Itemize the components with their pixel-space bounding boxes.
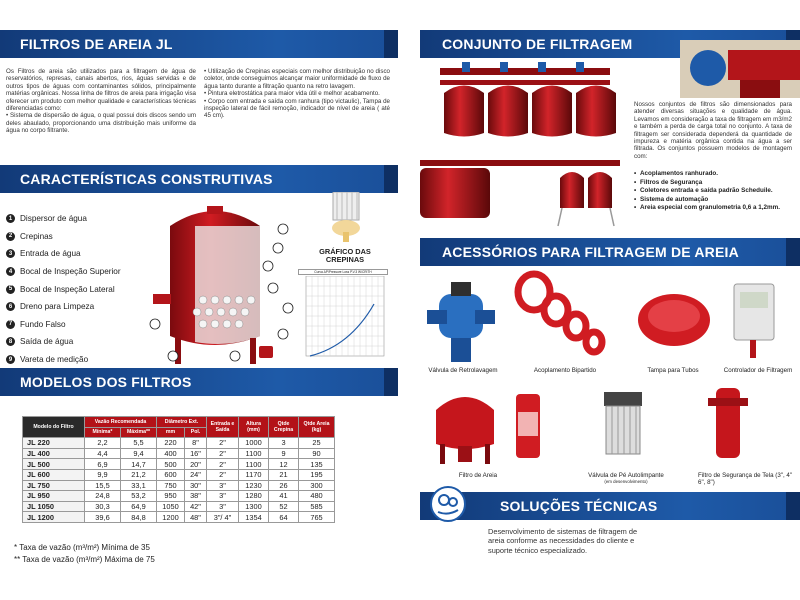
header-max: Máxima** [121,427,157,438]
list-item [6,333,136,351]
cell-sand: 585 [299,501,335,512]
cell-height: 1100 [239,459,269,470]
cell-mm: 1200 [157,512,185,523]
filter-photo [680,40,800,98]
cell-qty: 21 [269,469,299,480]
header-diameter: Diâmetro Ext. [157,417,207,428]
part-number: 5 [6,285,15,294]
set-description: Nossos conjuntos de filtros são dimensionados para atender diversas situações e qualidade de água. Levamos em consideração a taxa de filtragem em m3/m2 e também a perda de carga total no conjunto. A taxa de filtragem ser considerada dependerá da quantidade de impureza e matéria orgânica contida na água a ser filtrada. Os conjuntos possuem modelos de montagem com: [634,101,792,160]
list-item [6,263,136,281]
models-table [22,416,335,523]
part-number: 2 [6,232,15,241]
cell-qty: 52 [269,501,299,512]
cell-qty: 26 [269,480,299,491]
cell-min: 4,4 [85,448,121,459]
part-number: 9 [6,355,15,364]
cell-max: 14,7 [121,459,157,470]
part-number: 1 [6,214,15,223]
part-number: 3 [6,249,15,258]
part-number: 7 [6,320,15,329]
header-model: Modelo do Filtro [23,417,85,438]
crepina-illustration [315,192,377,242]
table-row [23,448,335,459]
cell-qty: 41 [269,491,299,502]
list-item [6,351,136,369]
part-label: Crepinas [20,231,53,241]
cell-height: 1300 [239,501,269,512]
cell-mm: 220 [157,438,185,449]
cell-io: 3"/ 4" [207,512,239,523]
list-item: • Areia especial com granulometria 0,6 a 1,2mm. [634,204,794,213]
solutions-description: Desenvolvimento de sistemas de filtragem de areia conforme as necessidades do cliente e suporte técnico especializado. [488,527,638,555]
note-max: ** Taxa de vazão (m³/m²) Máxima de 75 [14,555,155,564]
filter-cutaway-illustration [135,196,295,366]
section-title-text: CONJUNTO DE FILTRAGEM [442,36,633,52]
cell-io: 2" [207,459,239,470]
section-title-text: FILTROS DE AREIA JL [20,36,173,52]
section-title-models [0,368,398,396]
cell-qty: 3 [269,438,299,449]
cell-io: 2" [207,438,239,449]
cell-pol: 30" [185,480,207,491]
part-number: 6 [6,302,15,311]
header-qty: Qtde Crepina [269,417,299,438]
mesh-filter-image [708,384,748,464]
header-height: Altura (mm) [239,417,269,438]
cell-mm: 1050 [157,501,185,512]
cell-pol: 48" [185,512,207,523]
cell-height: 1100 [239,448,269,459]
foot-valve-sublabel: (em desenvolvimento) [604,479,648,484]
cell-min: 39,6 [85,512,121,523]
section-title-construction [0,165,398,193]
section-title-text: CARACTERÍSTICAS CONSTRUTIVAS [20,171,273,187]
cell-max: 9,4 [121,448,157,459]
part-number: 4 [6,267,15,276]
section-title-text: ACESSÓRIOS PARA FILTRAGEM DE AREIA [442,244,739,260]
caption-foot-valve [576,472,676,484]
cell-sand: 765 [299,512,335,523]
cell-mm: 500 [157,459,185,470]
list-item [6,210,136,228]
header-io: Entrada e Saída [207,417,239,438]
cell-model: JL 1200 [23,512,85,523]
foot-valve-image [598,388,648,462]
cell-sand: 25 [299,438,335,449]
caption-cap: Tampa para Tubos [647,367,699,374]
cell-min: 9,9 [85,469,121,480]
section-title-filters [0,30,398,58]
cell-qty: 9 [269,448,299,459]
list-item: • Acoplamentos ranhurado. [634,170,794,179]
table-row [23,480,335,491]
header-sand: Qtde Areia (kg) [299,417,335,438]
table-row [23,459,335,470]
cell-max: 84,8 [121,512,157,523]
cell-min: 24,8 [85,491,121,502]
cell-height: 1230 [239,480,269,491]
table-row [23,501,335,512]
chart-title: GRÁFICO DAS CREPINAS [319,247,371,264]
caption-coupling: Acoplamento Bipartido [533,367,597,374]
cell-max: 5,5 [121,438,157,449]
parts-list [6,210,136,368]
foot-valve-label: Válvula de Pé Autolimpante [588,472,664,479]
part-label: Bocal de Inspeção Lateral [20,284,115,294]
note-min: * Taxa de vazão (m³/m²) Mínima de 35 [14,543,150,552]
intro-column-1: Os Filtros de areia são utilizados para a filtragem de água de reservatórios, represas, canais abertos, rios, águas servidas e de outros tipos de águas com contaminantes sólidos, principalmente matérias orgânicas. Nossa linha de filtros de areia para irrigação visa oferecer um produto com melhor qualidade e características técnicas diferenciadas como: • Sistema de dispersão de água, o qual possui dois discos sendo um deles abaulado, proporcionando uma distribuição mais uniforme da água no corpo filtrante. [6,68,196,135]
cell-model: JL 750 [23,480,85,491]
cell-mm: 750 [157,480,185,491]
cell-io: 3" [207,491,239,502]
list-item [6,228,136,246]
list-item [6,298,136,316]
list-item: • Coletores entrada e saída padrão Scheduile. [634,187,794,196]
list-item [6,280,136,298]
cell-height: 1000 [239,438,269,449]
safety-filter-small-image [508,392,548,462]
cell-pol: 38" [185,491,207,502]
features-list [634,170,794,213]
table-row [23,512,335,523]
part-label: Dreno para Limpeza [20,302,95,312]
table-notes [14,542,155,566]
cell-max: 53,2 [121,491,157,502]
cell-max: 64,9 [121,501,157,512]
part-label: Vareta de medição [20,355,89,365]
gears-hand-icon [430,486,466,522]
caption-controller: Controlador de Filtragem [723,367,793,374]
cell-sand: 135 [299,459,335,470]
cell-qty: 64 [269,512,299,523]
list-item [6,245,136,263]
cell-qty: 12 [269,459,299,470]
part-label: Bocal de Inspeção Superior [20,267,121,277]
cell-pol: 8" [185,438,207,449]
cell-height: 1280 [239,491,269,502]
cell-io: 2" [207,469,239,480]
cell-mm: 950 [157,491,185,502]
cell-model: JL 950 [23,491,85,502]
coupling-image [512,270,617,366]
cell-model: JL 220 [23,438,85,449]
part-label: Fundo Falso [20,319,66,329]
section-title-accessories [420,238,800,266]
cell-sand: 90 [299,448,335,459]
table-row [23,438,335,449]
cell-model: JL 500 [23,459,85,470]
cell-io: 3" [207,480,239,491]
cell-io: 3" [207,501,239,512]
cell-height: 1354 [239,512,269,523]
cell-pol: 42" [185,501,207,512]
table-header-row [23,417,335,428]
cell-io: 2" [207,448,239,459]
list-item: • Sistema de automação [634,196,794,205]
cell-mm: 600 [157,469,185,480]
part-label: Saída de água [20,337,74,347]
cell-pol: 20" [185,459,207,470]
cell-sand: 300 [299,480,335,491]
cell-height: 1170 [239,469,269,480]
list-item: • Filtros de Segurança [634,179,794,188]
section-title-text: SOLUÇÕES TÉCNICAS [500,498,658,514]
cell-sand: 480 [299,491,335,502]
cell-sand: 195 [299,469,335,480]
caption-valve: Válvula de Retrolavagem [428,367,498,374]
header-min: Mínima* [85,427,121,438]
section-title-text: MODELOS DOS FILTROS [20,374,192,390]
cell-min: 6,9 [85,459,121,470]
cell-mm: 400 [157,448,185,459]
table-row [23,469,335,480]
list-item [6,316,136,334]
table-row [23,491,335,502]
cell-min: 30,3 [85,501,121,512]
cell-min: 2,2 [85,438,121,449]
section-title-solutions [420,492,800,520]
part-number: 8 [6,337,15,346]
cell-max: 33,1 [121,480,157,491]
chart-subtitle: Curva ΔP/Pressure Loss P.V.3 W/CRITH [298,269,388,275]
part-label: Entrada de água [20,249,81,259]
cell-model: JL 600 [23,469,85,480]
part-label: Dispersor de água [20,214,87,224]
cell-model: JL 1050 [23,501,85,512]
header-mm: mm [157,427,185,438]
cell-model: JL 400 [23,448,85,459]
cell-pol: 16" [185,448,207,459]
header-flow: Vazão Recomendada [85,417,157,428]
caption-mesh-filter: Filtro de Segurança de Tela (3", 4" 6", 8") [698,472,793,486]
controller-image [730,282,780,358]
pipe-cap-image [634,292,714,352]
filter-set-illustration [420,58,635,238]
backwash-valve-image [425,280,497,364]
cell-min: 15,5 [85,480,121,491]
intro-column-2: • Utilização de Crepinas especiais com melhor distribuição no disco coletor, onde conseguimos alcançar maior uniformidade de fluxo de água tanto durante a filtração quanto na retro lavagem. • Pintura eletrostática para maior vida útil e melhor acabamento. • Corpo com entrada e saída com ranhura (tipo victaulic), Tampa de inspeção lateral de fácil remoção, indicador de nível de areia ( até 45 cm). [204,68,390,120]
header-pol: Pol. [185,427,207,438]
cell-max: 21,2 [121,469,157,480]
crepina-chart [300,276,386,362]
sand-filter-image [428,384,502,468]
caption-sand-filter: Filtro de Areia [458,472,498,479]
cell-pol: 24" [185,469,207,480]
